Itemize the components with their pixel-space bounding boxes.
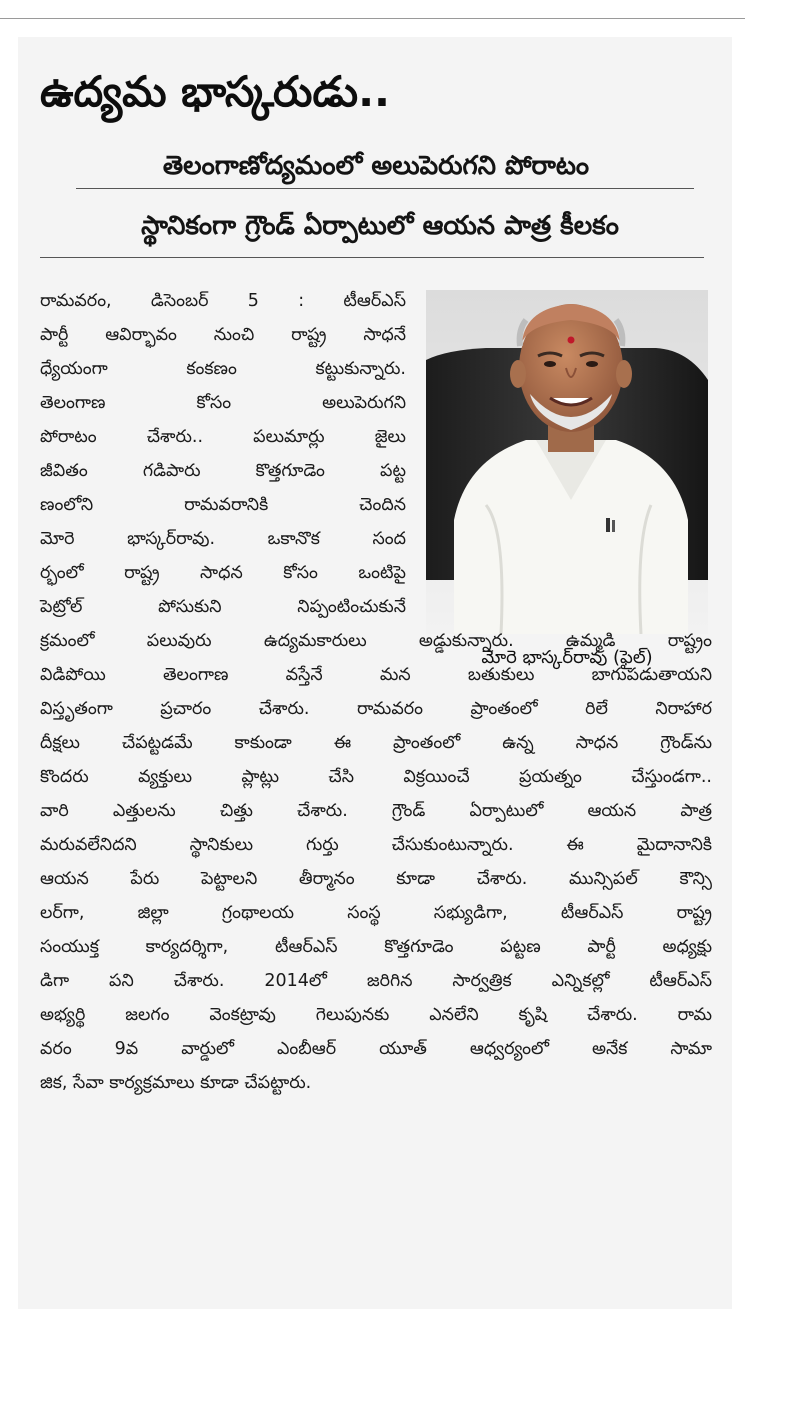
article-line: సంయుక్త కార్యదర్శిగా, టీఆర్ఎస్ కొత్తగూడెం పట్టణ పార్టీ అధ్యక్షు [40, 937, 712, 957]
article-line: వారి ఎత్తులను చిత్తు చేశారు. గ్రౌండ్ ఏర్పాటులో ఆయన పాత్ర [40, 801, 712, 821]
article-line: ర్భంలో రాష్ట్ర సాధన కోసం ఒంటిపై [40, 563, 406, 583]
article-line: క్రమంలో పలువురు ఉద్యమకారులు అడ్డుకున్నారు. ఉమ్మడి రాష్ట్రం [40, 631, 712, 651]
article-line: పెట్రోల్ పోసుకుని నిప్పంటించుకునే [40, 597, 406, 617]
portrait-illustration [426, 290, 708, 634]
article-line: విస్తృతంగా ప్రచారం చేశారు. రామవరం ప్రాంతంలో రిలే నిరాహార [40, 699, 712, 719]
headline: ఉద్యమ భాస్కరుడు.. [40, 67, 390, 116]
portrait-photo [426, 290, 708, 634]
article-line: విడిపోయి తెలంగాణ వస్తేనే మన బతుకులు బాగుపడుతాయని [40, 665, 712, 685]
article-line: మరువలేనిదని స్థానికులు గుర్తు చేసుకుంటున్నారు. ఈ మైదానానికి [40, 835, 712, 855]
article-line: డిగా పని చేశారు. 2014లో జరిగిన సార్వత్రిక ఎన్నికల్లో టీఆర్ఎస్ [40, 971, 712, 991]
photo-caption: మోరె భాస్కర్‌రావు (ఫైల్) [481, 647, 653, 668]
subheading-1: తెలంగాణోద్యమంలో అలుపెరుగని పోరాటం [162, 151, 590, 181]
article-line: పార్టీ ఆవిర్భావం నుంచి రాష్ట్ర సాధనే [40, 325, 406, 345]
article-line: ధ్యేయంగా కంకణం కట్టుకున్నారు. [40, 359, 406, 379]
article-line: తెలంగాణ కోసం అలుపెరుగని [40, 393, 406, 413]
article-line: దీక్షలు చేపట్టడమే కాకుండా ఈ ప్రాంతంలో ఉన్న సాధన గ్రౌండ్‌ను [40, 733, 712, 753]
article-line: ఆయన పేరు పెట్టాలని తీర్మానం కూడా చేశారు. మున్సిపల్ కౌన్సి [40, 869, 712, 889]
subheading-divider-2 [40, 257, 704, 258]
article-line: జీవితం గడిపారు కొత్తగూడెం పట్ట [40, 461, 406, 481]
article-line: లర్‌గా, జిల్లా గ్రంథాలయ సంస్థ సభ్యుడిగా, టీఆర్ఎస్ రాష్ట్ర [40, 903, 712, 923]
article-line: పోరాటం చేశారు.. పలుమార్లు జైలు [40, 427, 406, 447]
subheading-divider-1 [76, 188, 694, 189]
article-line: జిక, సేవా కార్యక్రమాలు కూడా చేపట్టారు. [40, 1073, 312, 1093]
page-top-rule [0, 18, 745, 19]
article-line: కొందరు వ్యక్తులు ప్లాట్లు చేసి విక్రయించే ప్రయత్నం చేస్తుండగా.. [40, 767, 712, 787]
subheading-2: స్థానికంగా గ్రౌండ్ ఏర్పాటులో ఆయన పాత్ర కీలకం [141, 211, 619, 241]
article-line: మోరె భాస్కర్‌రావు. ఒకానొక సంద [40, 529, 406, 549]
article-line: రామవరం, డిసెంబర్ 5 : టీఆర్ఎస్ [40, 291, 406, 311]
article-line: అభ్యర్థి జలగం వెంకట్రావు గెలుపునకు ఎనలేని కృషి చేశారు. రామ [40, 1005, 712, 1025]
article-line: ణంలోని రామవరానికి చెందిన [40, 495, 406, 515]
article-line: వరం 9వ వార్డులో ఎంబీఆర్ యూత్ ఆధ్వర్యంలో అనేక సామా [40, 1039, 712, 1059]
